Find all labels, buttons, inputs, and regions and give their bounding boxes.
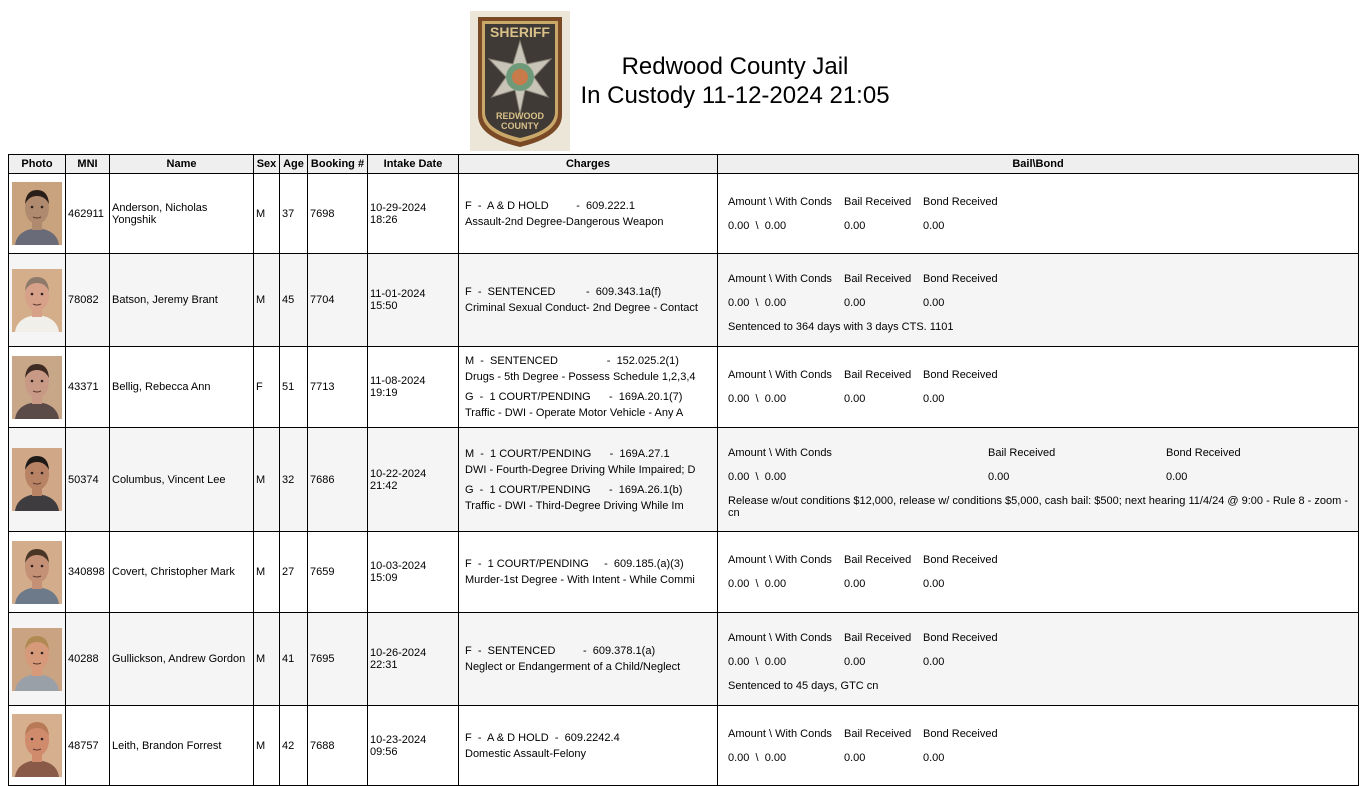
booking-number-cell: 7713 (308, 347, 368, 428)
age-cell: 37 (280, 174, 308, 254)
bail-bond-cell (718, 347, 1359, 428)
col-header-photo: Photo (9, 155, 66, 174)
col-header-charges: Charges (459, 155, 718, 174)
charge-statute: M - SENTENCED - 152.025.2(1) (465, 355, 679, 367)
bond-received-label: Bond Received (923, 273, 998, 285)
amount-value: 0.00 \ 0.00 (728, 393, 787, 405)
col-header-name: Name (110, 155, 254, 174)
intake-date-cell (368, 174, 459, 254)
report-header (0, 0, 1366, 153)
photo-cell (9, 428, 66, 532)
mni-cell: 50374 (66, 428, 110, 532)
amount-label: Amount \ With Conds (728, 632, 832, 644)
charge-statute: G - 1 COURT/PENDING - 169A.26.1(b) (465, 483, 683, 496)
mni-cell: 462911 (66, 174, 110, 254)
booking-photo[interactable] (12, 628, 62, 691)
bond-received-label: Bond Received (923, 727, 998, 740)
intake-date: 10-03-2024 (370, 560, 427, 572)
amount-value: 0.00 \ 0.00 (728, 219, 787, 232)
charge-statute: F - 1 COURT/PENDING - 609.185.(a)(3) (465, 558, 684, 570)
intake-time: 22:31 (370, 659, 398, 671)
mni-cell: 48757 (66, 706, 110, 786)
name-cell: Columbus, Vincent Lee (110, 428, 254, 532)
bail-received-value: 0.00 (988, 470, 1010, 483)
booking-number-cell: 7659 (308, 532, 368, 613)
booking-photo[interactable] (12, 356, 62, 419)
sex-cell: M (254, 613, 280, 706)
bail-received-label: Bail Received (844, 273, 912, 285)
mni-cell: 43371 (66, 347, 110, 428)
bail-received-label: Bail Received (844, 369, 912, 381)
bail-labels-row (720, 267, 1356, 291)
sex-cell: M (254, 706, 280, 786)
custody-note: Sentenced to 364 days with 3 days CTS. 1101 (728, 321, 954, 333)
intake-time: 15:09 (370, 572, 398, 584)
charge-description: Drugs - 5th Degree - Possess Schedule 1,2,3,4 (465, 371, 696, 383)
charge-statute: F - A & D HOLD - 609.2242.4 (465, 731, 620, 744)
mni-cell: 340898 (66, 532, 110, 613)
intake-date-cell (368, 706, 459, 786)
intake-date-cell (368, 613, 459, 706)
svg-text:REDWOOD: REDWOOD (496, 111, 544, 121)
bail-received-label: Bail Received (988, 446, 1056, 459)
name-cell: Bellig, Rebecca Ann (110, 347, 254, 428)
intake-date-cell (368, 347, 459, 428)
bail-labels-row (720, 626, 1356, 650)
charge-statute: G - 1 COURT/PENDING - 169A.20.1(7) (465, 391, 683, 403)
photo-cell (9, 174, 66, 254)
sex-cell: M (254, 254, 280, 347)
custody-note: Release w/out conditions $12,000, release w/ conditions $5,000, cash bail: $500; next hearing 11/4/24 @ 9:00 - Rule 8 - zoom - cn (728, 494, 1349, 519)
intake-date: 10-22-2024 (370, 467, 427, 480)
bail-values-row (720, 572, 1356, 596)
intake-date-cell (368, 532, 459, 613)
intake-date: 10-29-2024 (370, 201, 427, 214)
sex-cell: M (254, 428, 280, 532)
photo-cell (9, 532, 66, 613)
bond-received-value: 0.00 (923, 297, 945, 309)
bail-labels-row (720, 190, 1356, 214)
bond-received-label: Bond Received (923, 554, 998, 566)
bail-received-label: Bail Received (844, 632, 912, 644)
amount-value: 0.00 \ 0.00 (728, 656, 787, 668)
booking-photo[interactable] (12, 541, 62, 604)
bail-received-value: 0.00 (844, 297, 866, 309)
bail-bond-cell (718, 613, 1359, 706)
amount-value: 0.00 \ 0.00 (728, 751, 787, 764)
booking-number-cell: 7688 (308, 706, 368, 786)
charge-description: Domestic Assault-Felony (465, 747, 587, 760)
bail-values-row (720, 465, 1356, 489)
charges-cell (459, 706, 718, 786)
sex-cell: F (254, 347, 280, 428)
bail-values-row (720, 746, 1356, 770)
amount-label: Amount \ With Conds (728, 727, 832, 740)
bail-bond-cell (718, 706, 1359, 786)
bail-bond-cell (718, 428, 1359, 532)
bond-received-label: Bond Received (1166, 446, 1241, 459)
amount-label: Amount \ With Conds (728, 369, 832, 381)
booking-photo[interactable] (12, 182, 62, 245)
charge-description: Criminal Sexual Conduct- 2nd Degree - Contact (465, 302, 698, 314)
col-header-age: Age (280, 155, 308, 174)
inmate-roster-table (8, 154, 1359, 786)
bail-received-label: Bail Received (844, 554, 912, 566)
charge-statute: F - SENTENCED - 609.378.1(a) (465, 645, 656, 657)
intake-date: 10-26-2024 (370, 647, 427, 659)
page-subtitle: In Custody 11-12-2024 21:05 (580, 82, 890, 109)
age-cell: 45 (280, 254, 308, 347)
intake-time: 18:26 (370, 213, 398, 226)
bail-values-row (720, 650, 1356, 674)
table-row (9, 613, 1359, 706)
photo-cell (9, 347, 66, 428)
booking-number-cell: 7698 (308, 174, 368, 254)
charges-cell (459, 347, 718, 428)
bond-received-value: 0.00 (923, 219, 945, 232)
bail-received-value: 0.00 (844, 656, 866, 668)
bond-received-value: 0.00 (1166, 470, 1188, 483)
charges-cell (459, 174, 718, 254)
age-cell: 27 (280, 532, 308, 613)
intake-date-cell (368, 428, 459, 532)
amount-label: Amount \ With Conds (728, 273, 832, 285)
charge-description: Assault-2nd Degree-Dangerous Weapon (465, 215, 664, 228)
bail-labels-row (720, 441, 1356, 465)
bail-labels-row (720, 722, 1356, 746)
bail-received-label: Bail Received (844, 195, 912, 208)
bail-labels-row (720, 363, 1356, 387)
table-row (9, 347, 1359, 428)
bail-values-row (720, 387, 1356, 411)
intake-time: 15:50 (370, 300, 398, 312)
charge-statute: F - SENTENCED - 609.343.1a(f) (465, 286, 662, 298)
bail-bond-cell (718, 532, 1359, 613)
charge-description: Traffic - DWI - Third-Degree Driving While Im (465, 499, 684, 512)
bail-bond-cell (718, 254, 1359, 347)
mni-cell: 40288 (66, 613, 110, 706)
name-cell: Leith, Brandon Forrest (110, 706, 254, 786)
age-cell: 32 (280, 428, 308, 532)
charges-cell (459, 613, 718, 706)
bond-received-label: Bond Received (923, 369, 998, 381)
photo-cell (9, 613, 66, 706)
table-row (9, 254, 1359, 347)
intake-date: 11-01-2024 (370, 288, 426, 300)
charge-description: Neglect or Endangerment of a Child/Neglect (465, 661, 681, 673)
bond-received-value: 0.00 (923, 656, 945, 668)
custody-note: Sentenced to 45 days, GTC cn (728, 680, 879, 692)
name-cell: Gullickson, Andrew Gordon (110, 613, 254, 706)
name-cell: Covert, Christopher Mark (110, 532, 254, 613)
intake-date: 10-23-2024 (370, 733, 427, 746)
bail-labels-row (720, 548, 1356, 572)
amount-label: Amount \ With Conds (728, 554, 832, 566)
photo-cell (9, 706, 66, 786)
booking-photo[interactable] (12, 448, 62, 511)
booking-number-cell: 7704 (308, 254, 368, 347)
bond-received-label: Bond Received (923, 632, 998, 644)
bail-values-row (720, 291, 1356, 315)
charge-statute: F - A & D HOLD - 609.222.1 (465, 199, 635, 212)
table-row (9, 706, 1359, 786)
sex-cell: M (254, 532, 280, 613)
svg-text:SHERIFF: SHERIFF (490, 24, 550, 40)
col-header-booking: Booking # (308, 155, 368, 174)
mni-cell: 78082 (66, 254, 110, 347)
booking-number-cell: 7686 (308, 428, 368, 532)
charges-cell (459, 254, 718, 347)
bail-received-label: Bail Received (844, 727, 912, 740)
table-row (9, 532, 1359, 613)
intake-time: 19:19 (370, 387, 398, 399)
intake-date-cell (368, 254, 459, 347)
title-block (573, 52, 897, 110)
charge-description: DWI - Fourth-Degree Driving While Impaired; D (465, 463, 696, 476)
name-cell: Batson, Jeremy Brant (110, 254, 254, 347)
table-row (9, 174, 1359, 254)
photo-cell (9, 254, 66, 347)
bail-received-value: 0.00 (844, 751, 866, 764)
intake-date: 11-08-2024 (370, 375, 426, 387)
bail-values-row (720, 214, 1356, 238)
table-header-row (9, 155, 1359, 174)
intake-time: 09:56 (370, 745, 398, 758)
intake-time: 21:42 (370, 479, 398, 492)
charges-cell (459, 428, 718, 532)
booking-photo[interactable] (12, 269, 62, 332)
bail-received-value: 0.00 (844, 393, 866, 405)
sex-cell: M (254, 174, 280, 254)
bail-received-value: 0.00 (844, 219, 866, 232)
charge-statute: M - 1 COURT/PENDING - 169A.27.1 (465, 447, 670, 460)
amount-label: Amount \ With Conds (728, 195, 832, 208)
charge-description: Murder-1st Degree - With Intent - While Commi (465, 574, 695, 586)
amount-value: 0.00 \ 0.00 (728, 578, 787, 590)
charge-description: Traffic - DWI - Operate Motor Vehicle - Any A (465, 407, 684, 419)
amount-value: 0.00 \ 0.00 (728, 297, 787, 309)
booking-number-cell: 7695 (308, 613, 368, 706)
page-title: Redwood County Jail (621, 53, 849, 80)
sheriff-badge-logo (470, 11, 570, 151)
bail-bond-cell (718, 174, 1359, 254)
bond-received-value: 0.00 (923, 751, 945, 764)
bond-received-value: 0.00 (923, 393, 945, 405)
amount-label: Amount \ With Conds (728, 446, 832, 459)
age-cell: 51 (280, 347, 308, 428)
bond-received-label: Bond Received (923, 195, 998, 208)
col-header-sex: Sex (254, 155, 280, 174)
svg-text:COUNTY: COUNTY (501, 121, 539, 131)
bond-received-value: 0.00 (923, 578, 945, 590)
charges-cell (459, 532, 718, 613)
col-header-mni: MNI (66, 155, 110, 174)
bail-received-value: 0.00 (844, 578, 866, 590)
col-header-intake-date: Intake Date (368, 155, 459, 174)
age-cell: 41 (280, 613, 308, 706)
table-row (9, 428, 1359, 532)
name-cell: Anderson, Nicholas Yongshik (110, 174, 254, 254)
age-cell: 42 (280, 706, 308, 786)
col-header-bail-bond: Bail\Bond (718, 155, 1359, 174)
amount-value: 0.00 \ 0.00 (728, 470, 787, 483)
